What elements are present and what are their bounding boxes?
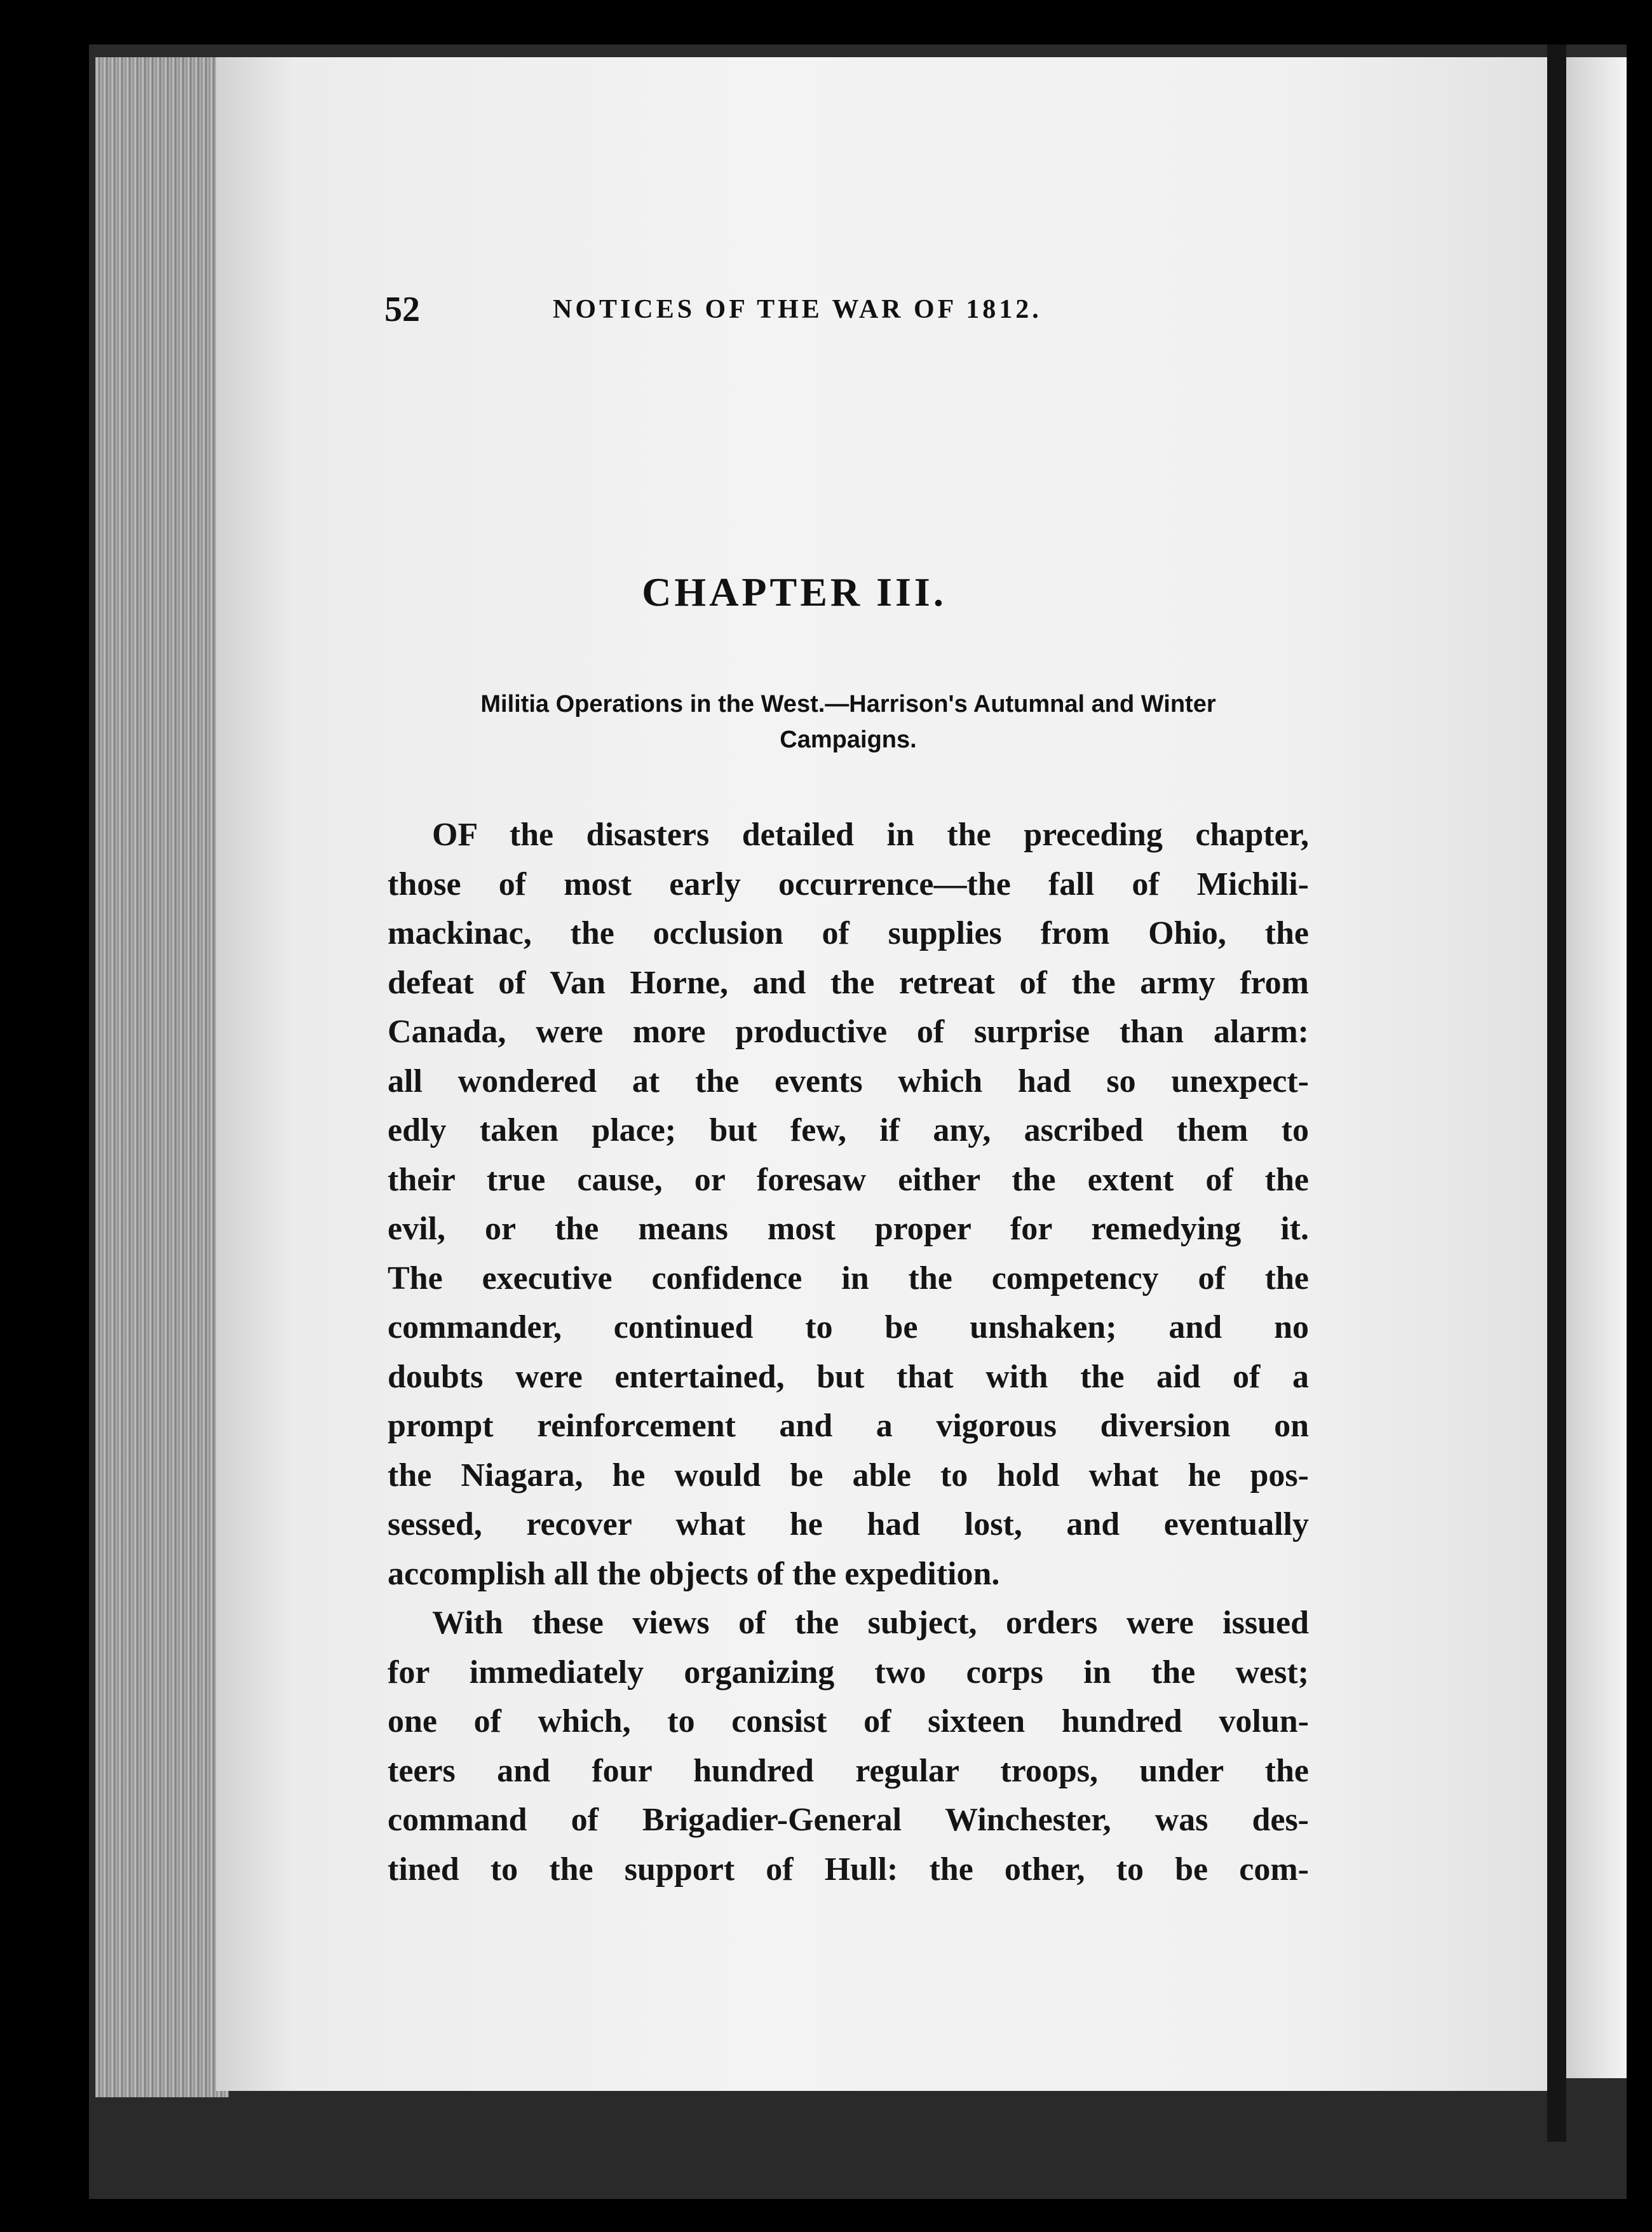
text-line: command of Brigadier-General Winchester, was des- (388, 1802, 1309, 1838)
text-line: the Niagara, he would be able to hold what he pos- (388, 1457, 1309, 1494)
text-line: accomplish all the objects of the expedition. (388, 1555, 1000, 1592)
text-line: mackinac, the occlusion of supplies from Ohio, the (388, 915, 1309, 951)
text-line: for immediately organizing two corps in the west; (388, 1654, 1309, 1691)
text-line: their true cause, or foresaw either the extent of the (388, 1161, 1309, 1198)
book-gutter (1547, 44, 1566, 2142)
text-line: OF the disasters detailed in the preceding chapter, (432, 817, 1309, 853)
page-number: 52 (384, 290, 420, 329)
text-line: teers and four hundred regular troops, under the (388, 1752, 1309, 1789)
chapter-subtitle-line: Militia Operations in the West.—Harrison's Autumnal and Winter (480, 691, 1216, 718)
running-title: NOTICES OF THE WAR OF 1812. (553, 295, 1042, 324)
text-line: evil, or the means most proper for remedying it. (388, 1211, 1309, 1247)
text-line: The executive confidence in the competency of the (388, 1260, 1309, 1296)
text-line: those of most early occurrence—the fall of Michili- (388, 866, 1309, 902)
chapter-title: CHAPTER III. (642, 569, 947, 615)
body-text (388, 810, 1309, 1894)
text-line: tined to the support of Hull: the other, to be com- (388, 1851, 1309, 1888)
text-line: prompt reinforcement and a vigorous diversion on (388, 1408, 1309, 1444)
text-line: one of which, to consist of sixteen hundred volun- (388, 1703, 1309, 1739)
running-head (299, 289, 1290, 334)
text-line: doubts were entertained, but that with the aid of a (388, 1358, 1309, 1395)
text-line: edly taken place; but few, if any, ascribed them to (388, 1112, 1309, 1148)
chapter-subtitle (384, 686, 1312, 758)
text-line: commander, continued to be unshaken; and no (388, 1309, 1309, 1345)
text-line: defeat of Van Horne, and the retreat of the army from (388, 964, 1309, 1001)
page-edges (95, 57, 229, 2097)
text-line: sessed, recover what he had lost, and eventually (388, 1506, 1309, 1542)
facing-page-edge (1566, 57, 1627, 2078)
chapter-subtitle-line: Campaigns. (780, 726, 917, 753)
text-line: With these views of the subject, orders were issued (432, 1605, 1309, 1641)
text-line: all wondered at the events which had so unexpect- (388, 1063, 1309, 1099)
text-line: Canada, were more productive of surprise than alarm: (388, 1014, 1309, 1050)
